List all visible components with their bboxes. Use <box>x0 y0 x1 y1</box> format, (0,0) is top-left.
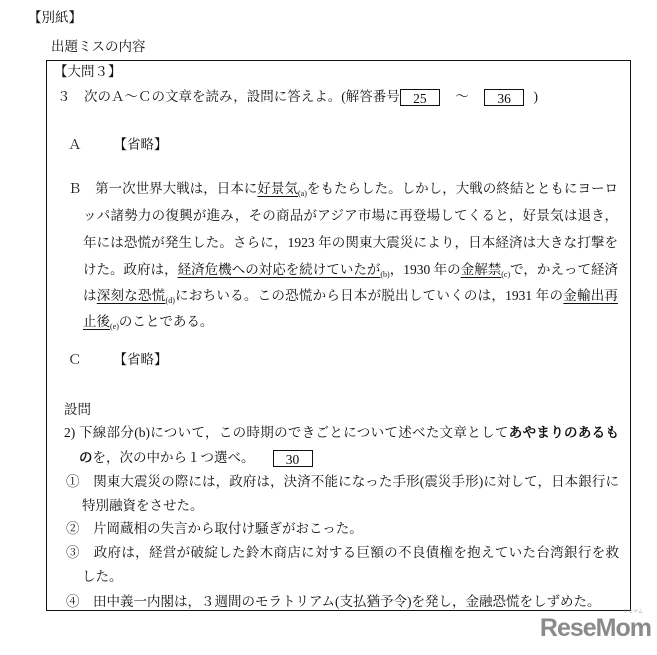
choice-2: ② 片岡蔵相の失言から取付け騒ぎがおこった。 <box>66 521 363 536</box>
doc-title: 【別紙】 <box>28 10 82 25</box>
section-b-line: 止後$_{(e)}$のことである。 <box>83 314 214 331</box>
intro-close: ) <box>533 89 538 104</box>
underline-a: 好景気 <box>257 181 298 196</box>
section-c <box>68 351 168 369</box>
section-b-line: けた。政府は，経済危機への対応を続けていたが$_{(b)}$，1930 年の金解禁$_{(c)}$で，かえって経済 <box>83 262 618 279</box>
question-intro <box>57 88 538 106</box>
section-a-label: Ａ <box>68 137 82 152</box>
section-c-text: 【省略】 <box>113 352 168 367</box>
choice-3: ③ 政府は，経営が破綻した鈴木商店に対する巨額の不良債権を抱えていた台湾銀行を救 <box>66 545 619 560</box>
section-a <box>68 136 168 154</box>
section-b-label: Ｂ <box>68 181 82 196</box>
underline-b: 経済危機への対応を続けていたが <box>177 262 381 277</box>
answer-box-to: 36 <box>484 89 524 106</box>
underline-d: 深刻な恐慌 <box>96 288 166 303</box>
section-c-label: Ｃ <box>68 352 82 367</box>
section-a-text: 【省略】 <box>113 137 168 152</box>
answer-box-30: 30 <box>273 450 313 467</box>
section-b-line: 年には恐慌が発生した。さらに，1923 年の関東大震災により，日本経済は大きな打撃を <box>83 235 618 250</box>
section-b-line: ッパ諸勢力の復興が進み，その商品がアジア市場に再登場してくると，好景気は退き， <box>83 208 618 223</box>
question-heading: 【大問３】 <box>54 64 122 79</box>
choice-1: ① 関東大震災の際には，政府は，決済不能になった手形(震災手形)に対して，日本銀行に <box>66 474 619 489</box>
underline-c: 金解禁 <box>460 262 502 277</box>
q2-line: のを，次の中から１つ選べ。 30 <box>79 449 313 467</box>
answer-box-from: 25 <box>400 89 440 106</box>
choice-1-cont: 特別融資をさせた。 <box>82 498 204 513</box>
section-b-line: は深刻な恐慌$_{(d)}$におちいる。この恐慌から日本が脱出していくのは，1931 年の金輸出再 <box>83 287 618 305</box>
section-b-line: Ｂ 第一次世界大戦は，日本に好景気$_{(a)}$をもたらした。しかし，大戦の終結とともにヨーロ <box>68 181 618 198</box>
underline-e: 金輸出再 <box>563 288 618 303</box>
underline-e-cont: 止後 <box>83 314 110 329</box>
range-sep: ～ <box>455 89 469 104</box>
doc-subtitle: 出題ミスの内容 <box>51 39 146 54</box>
choice-4: ④ 田中義一内閣は，３週間のモラトリアム(支払猶予令)を発し，金融恐慌をしずめた。 <box>66 594 601 609</box>
intro-text: ３ 次のＡ～Ｃの文章を読み，設問に答えよ。(解答番号 <box>57 89 400 104</box>
q2-line: 2) 下線部分(b)について，この時期のできごとについて述べた文章としてあやまりのあるも <box>64 425 619 440</box>
resemom-logo: リセマム ReseMom <box>539 609 651 642</box>
choice-3-cont: した。 <box>82 569 123 584</box>
setsumon-heading: 設問 <box>64 402 91 417</box>
